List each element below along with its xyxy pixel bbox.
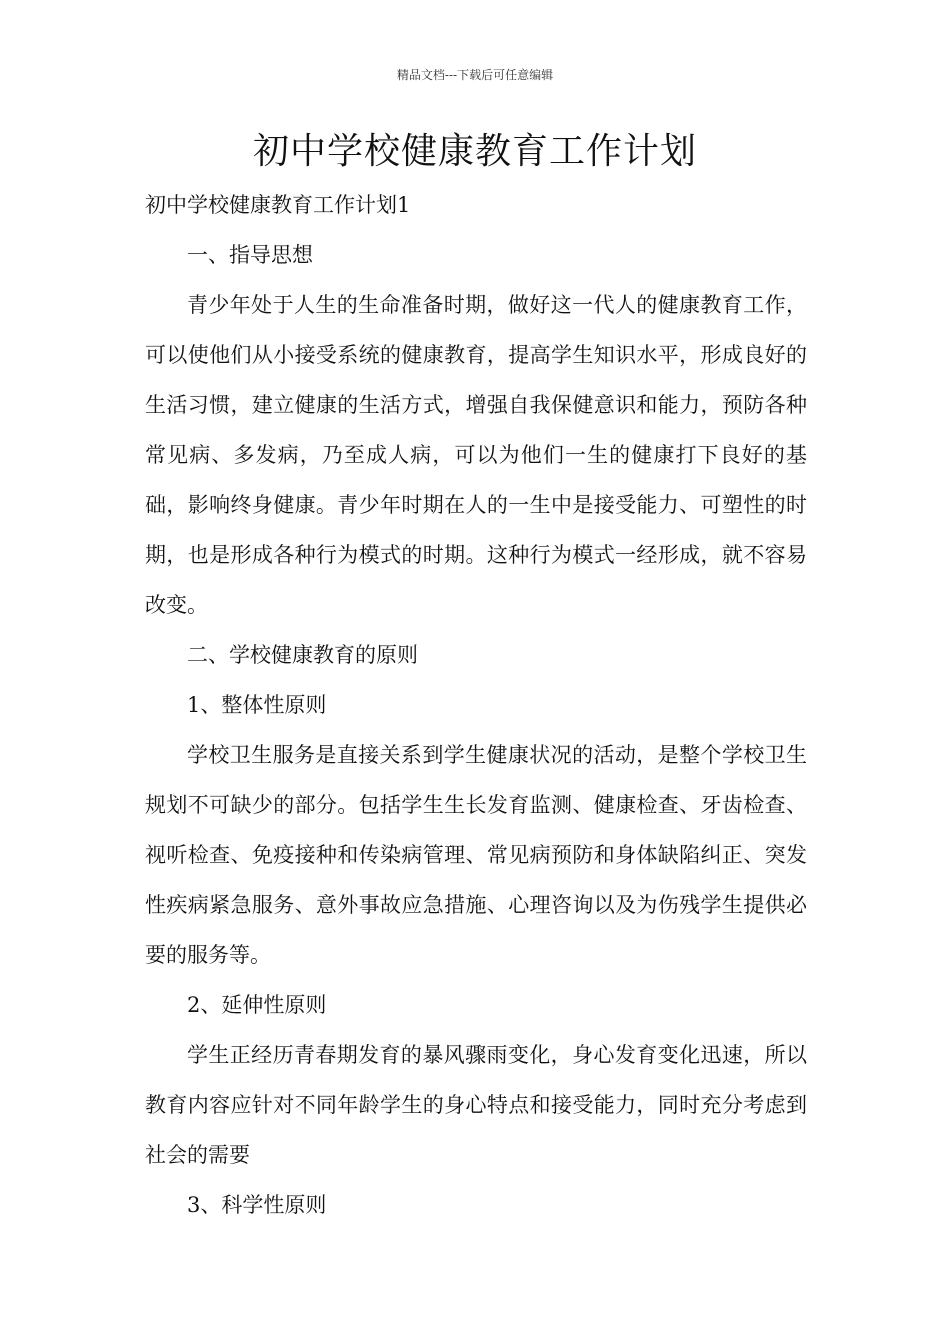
document-body [145,180,807,1230]
paragraph-principle-integrity: 学校卫生服务是直接关系到学生健康状况的活动，是整个学校卫生规划不可缺少的部分。包括学生生长发育监测、健康检查、牙齿检查、视听检查、免疫接种和传染病管理、常见病预防和身体缺陷纠正、突发性疾病紧急服务、意外事故应急措施、心理咨询以及为伤残学生提供必要的服务等。 [145,743,807,967]
header-note: 精品文档---下载后可任意编辑 [396,68,554,82]
paragraph-principle-extension: 学生正经历青春期发育的暴风骤雨变化，身心发育变化迅速，所以教育内容应针对不同年龄学生的身心特点和接受能力，同时充分考虑到社会的需要 [145,1043,807,1167]
section-subtitle: 初中学校健康教育工作计划1 [145,193,411,217]
heading-principle-integrity: 1、整体性原则 [187,693,327,717]
heading-principle-extension: 2、延伸性原则 [187,993,327,1017]
heading-principle-scientific: 3、科学性原则 [187,1193,327,1217]
heading-principles: 二、学校健康教育的原则 [187,643,418,667]
heading-guiding-ideology: 一、指导思想 [187,243,313,267]
paragraph-guiding-ideology: 青少年处于人生的生命准备时期，做好这一代人的健康教育工作，可以使他们从小接受系统的健康教育，提高学生知识水平，形成良好的生活习惯，建立健康的生活方式，增强自我保健意识和能力，预防各种常见病、多发病，乃至成人病，可以为他们一生的健康打下良好的基础，影响终身健康。青少年时期在人的一生中是接受能力、可塑性的时期，也是形成各种行为模式的时期。这种行为模式一经形成，就不容易改变。 [145,293,807,617]
document-title: 初中学校健康教育工作计划 [252,131,697,172]
